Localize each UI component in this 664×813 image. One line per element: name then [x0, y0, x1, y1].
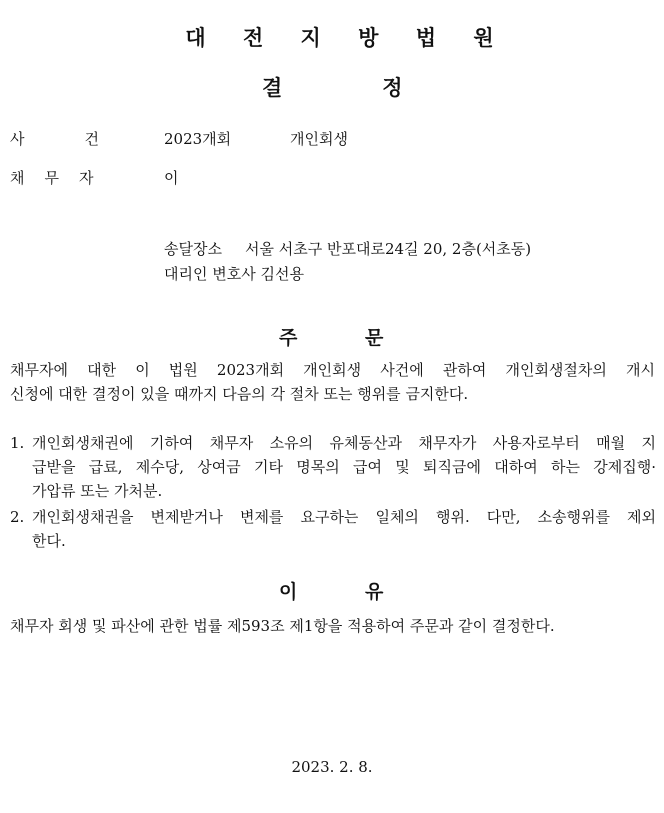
debtor-label-char-3: 자 [79, 169, 94, 187]
order-intro [10, 358, 655, 406]
debtor-label-char-1: 채 [10, 169, 25, 187]
case-number: 2023개회 [164, 130, 232, 148]
order-item-line: 개인회생채권을 변제받거나 변제를 요구하는 일체의 행위. 다만, 소송행위를 제외 [32, 508, 656, 526]
service-address-label: 송달장소 [164, 240, 222, 258]
order-heading-char-1: 주 [279, 327, 298, 349]
case-label-char-1: 사 [10, 130, 25, 148]
order-item-number: 2. [10, 508, 25, 526]
document-title [262, 72, 403, 102]
order-item-line: 급받을 급료, 제수당, 상여금 기타 명목의 급여 및 퇴직금에 대하여 하는 강제집행· [32, 458, 656, 476]
debtor-name: 이 [164, 169, 179, 187]
order-item-line: 가압류 또는 가처분. [32, 482, 163, 500]
decision-date: 2023. 2. 8. [291, 758, 373, 776]
reason-text-line: 채무자 회생 및 파산에 관한 법률 제593조 제1항을 적용하여 주문과 같이 결정한다. [10, 617, 555, 635]
case-label-char-2: 건 [84, 130, 99, 148]
agent: 대리인 변호사 김선용 [164, 265, 304, 283]
reason-heading-char-2: 유 [365, 581, 384, 603]
debtor-label-char-2: 무 [44, 169, 59, 187]
order-item-line: 개인회생채권에 기하여 채무자 소유의 유체동산과 채무자가 사용자로부터 매월 지 [32, 434, 656, 452]
order-heading-char-2: 문 [365, 327, 384, 349]
order-item-number: 1. [10, 434, 25, 452]
case-label [10, 128, 99, 149]
case-name: 개인회생 [290, 130, 348, 148]
order-intro-line-2: 신청에 대한 결정이 있을 때까지 다음의 각 절차 또는 행위를 금지한다. [10, 385, 469, 403]
document-title-char-1: 결 [262, 76, 283, 100]
order-intro-line-1: 채무자에 대한 이 법원 2023개회 개인회생 사건에 관하여 개인회생절차의 개시 [10, 361, 655, 379]
reason-text [10, 614, 655, 638]
order-item-line: 한다. [32, 532, 66, 550]
document-title-char-2: 정 [382, 76, 403, 100]
reason-heading-char-1: 이 [279, 581, 298, 603]
service-address: 서울 서초구 반포대로24길 20, 2층(서초동) [245, 240, 532, 258]
court-name: 대 전 지 방 법 원 [185, 26, 509, 50]
debtor-label [10, 167, 94, 188]
